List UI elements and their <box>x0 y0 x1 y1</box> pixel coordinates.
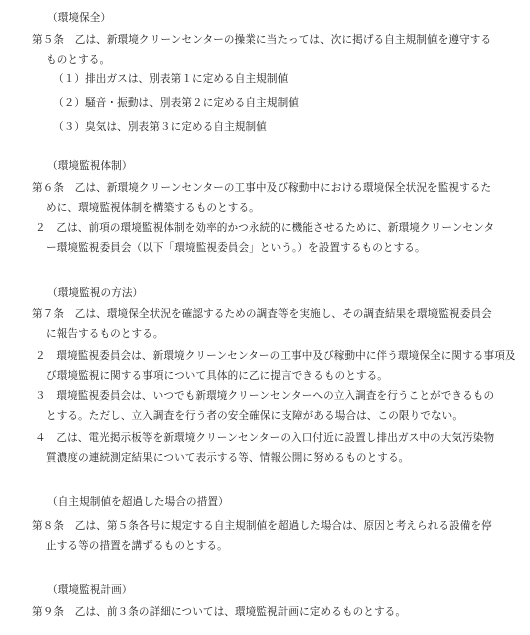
article-line: 止する等の措置を講ずるものとする。 <box>46 540 228 552</box>
paragraph-line: ２ 環境監視委員会は、新環境クリーンセンターの工事中及び稼動中に伴う環境保全に関する事項及 <box>35 350 516 362</box>
article-line: 第７条 乙は、環境保全状況を確認するための調査等を実施し、その調査結果を環境監視委員会 <box>32 308 492 320</box>
article-line: 第６条 乙は、新環境クリーンセンターの工事中及び稼動中における環境保全状況を監視するた <box>32 182 492 194</box>
list-item: （２）騒音・振動は、別表第２に定める自主規制値 <box>53 97 299 109</box>
paragraph-line: ３ 環境監視委員会は、いつでも新環境クリーンセンターへの立入調査を行うことができるもの <box>35 390 495 402</box>
paragraph-line: ー環境監視委員会（以下「環境監視委員会」という。）を設置するものとする。 <box>46 242 426 254</box>
article-line: ものとする。 <box>46 54 111 66</box>
section-heading: （環境監視計画） <box>47 584 133 596</box>
section-heading: （環境保全） <box>47 12 112 24</box>
article-line: 第５条 乙は、新環境クリーンセンターの操業に当たっては、次に掲げる自主規制値を遵守する <box>32 34 492 46</box>
article-line: に報告するものとする。 <box>46 328 164 340</box>
article-line: めに、環境監視体制を構築するものとする。 <box>46 202 260 214</box>
paragraph-line: ４ 乙は、電光掲示板等を新環境クリーンセンターの入口付近に設置し排出ガス中の大気汚染物 <box>35 432 495 444</box>
list-item: （１）排出ガスは、別表第１に定める自主規制値 <box>53 73 289 85</box>
section-heading: （環境監視の方法） <box>47 287 144 299</box>
paragraph-line: 質濃度の連続測定結果について表示する等、情報公開に努めるものとする。 <box>46 452 410 464</box>
paragraph-line: とする。ただし、立入調査を行う者の安全確保に支障がある場合は、この限りでない。 <box>46 410 464 422</box>
section-heading: （環境監視体制） <box>47 160 133 172</box>
paragraph-line: ２ 乙は、前項の環境監視体制を効率的かつ永続的に機能させるために、新環境クリーンセンタ <box>35 222 495 234</box>
section-heading: （自主規制値を超過した場合の措置） <box>47 496 229 508</box>
list-item: （３）臭気は、別表第３に定める自主規制値 <box>53 121 267 133</box>
article-line: 第８条 乙は、第５条各号に規定する自主規制値を超過した場合は、原因と考えられる設備を停 <box>32 520 492 532</box>
article-line: 第９条 乙は、前３条の詳細については、環境監視計画に定めるものとする。 <box>32 606 407 618</box>
paragraph-line: び環境監視に関する事項について具体的に乙に提言できるものとする。 <box>46 370 388 382</box>
